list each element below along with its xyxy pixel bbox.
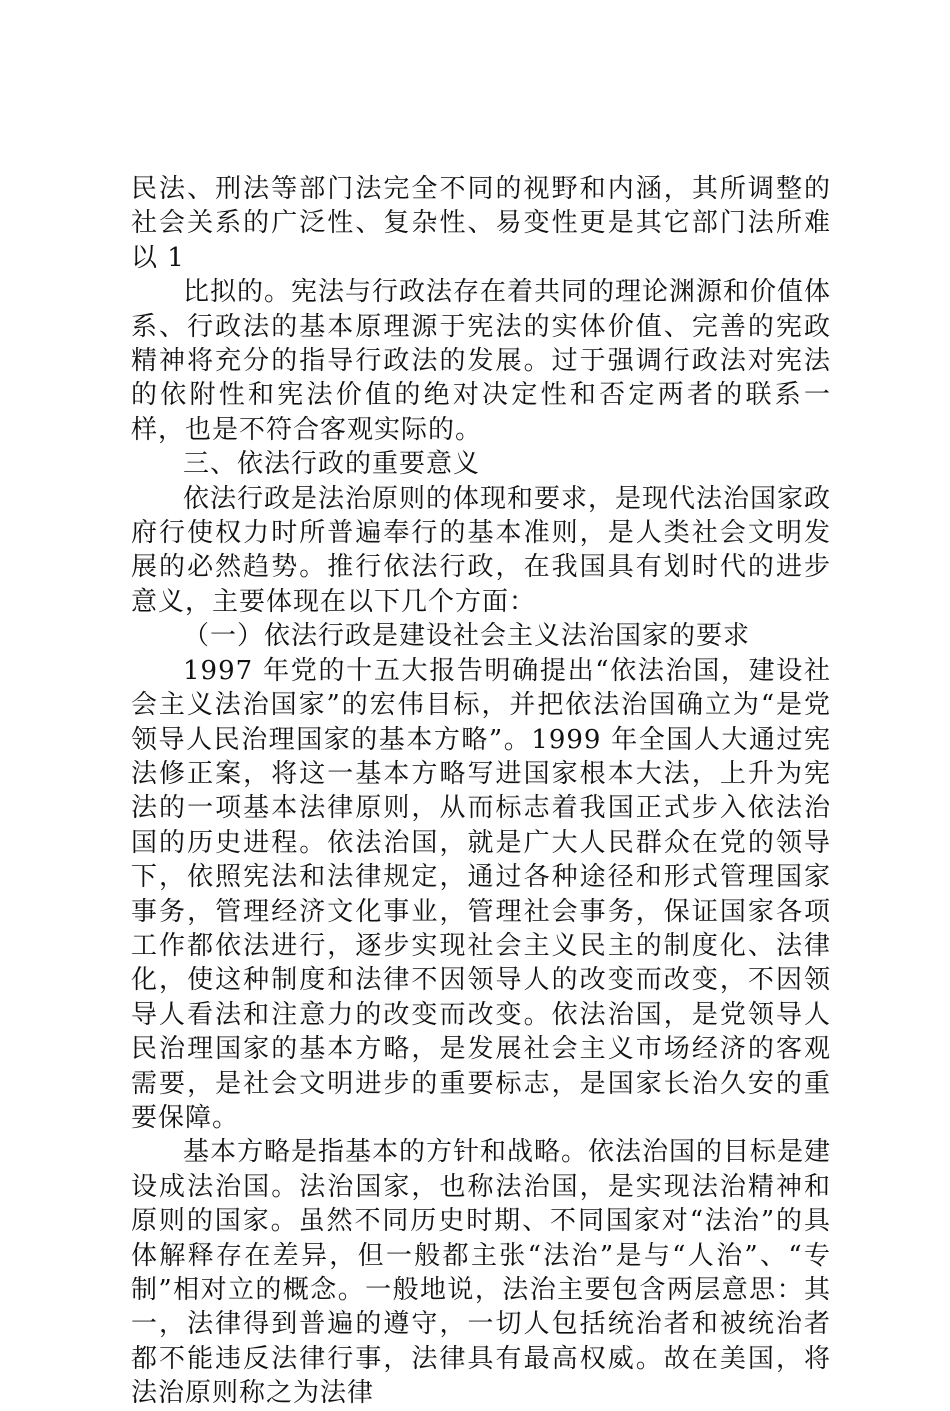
paragraph-continuation: 民法、刑法等部门法完全不同的视野和内涵，其所调整的社会关系的广泛性、复杂性、易变性更是其它部门法所难以 1 bbox=[131, 174, 831, 273]
paragraph-constitution-admin-law: 比拟的。宪法与行政法存在着共同的理论渊源和价值体系、行政法的基本原理源于宪法的实体价值、完善的宪政精神将充分的指导行政法的发展。过于强调行政法对宪法的依附性和宪法价值的绝对决定性和否定两者的联系一样，也是不符合客观实际的。 bbox=[131, 277, 832, 445]
subsection-heading: （一）依法行政是建设社会主义法治国家的要求 bbox=[183, 621, 751, 652]
paragraph-rule-of-law-1997: 1997 年党的十五大报告明确提出“依法治国，建设社会主义法治国家”的宏伟目标，并把依法治国确立为“是党领导人民治理国家的基本方略”。1999 年全国人大通过宪法修正案，将这一基本方略写进国家根本大法，上升为宪法的一项基本法律原则，从而标志着我国正式步入依法治国的历史进程。依法治国，就是广大人民群众在党的领导下，依照宪法和法律规定，通过各种途径和形式管理国家事务，管理经济文化事业，管理社会事务，保证国家各项工作都依法进行，逐步实现社会主义民主的制度化、法律化，使这种制度和法律不因领导人的改变而改变，不因领导人看法和注意力的改变而改变。依法治国，是党领导人民治理国家的基本方略，是发展社会主义市场经济的客观需要，是社会文明进步的重要标志，是国家长治久安的重要保障。 bbox=[131, 655, 831, 1133]
document-body bbox=[131, 172, 831, 1411]
paragraph-basic-strategy: 基本方略是指基本的方针和战略。依法治国的目标是建设成法治国。法治国家，也称法治国，是实现法治精神和原则的国家。虽然不同历史时期、不同国家对“法治”的具体解释存在差异，但一般都主张“法治”是与“人治”、“专制”相对立的概念。一般地说，法治主要包含两层意思：其一，法律得到普遍的遵守，一切人包括统治者和被统治者都不能违反法律行事，法律具有最高权威。故在美国，将法治原则称之为法律 bbox=[131, 1137, 832, 1409]
section-heading: 三、依法行政的重要意义 bbox=[183, 449, 481, 480]
paragraph-intro: 依法行政是法治原则的体现和要求，是现代法治国家政府行使权力时所普遍奉行的基本准则，是人类社会文明发展的必然趋势。推行依法行政，在我国具有划时代的进步意义，主要体现在以下几个方面： bbox=[131, 483, 832, 617]
